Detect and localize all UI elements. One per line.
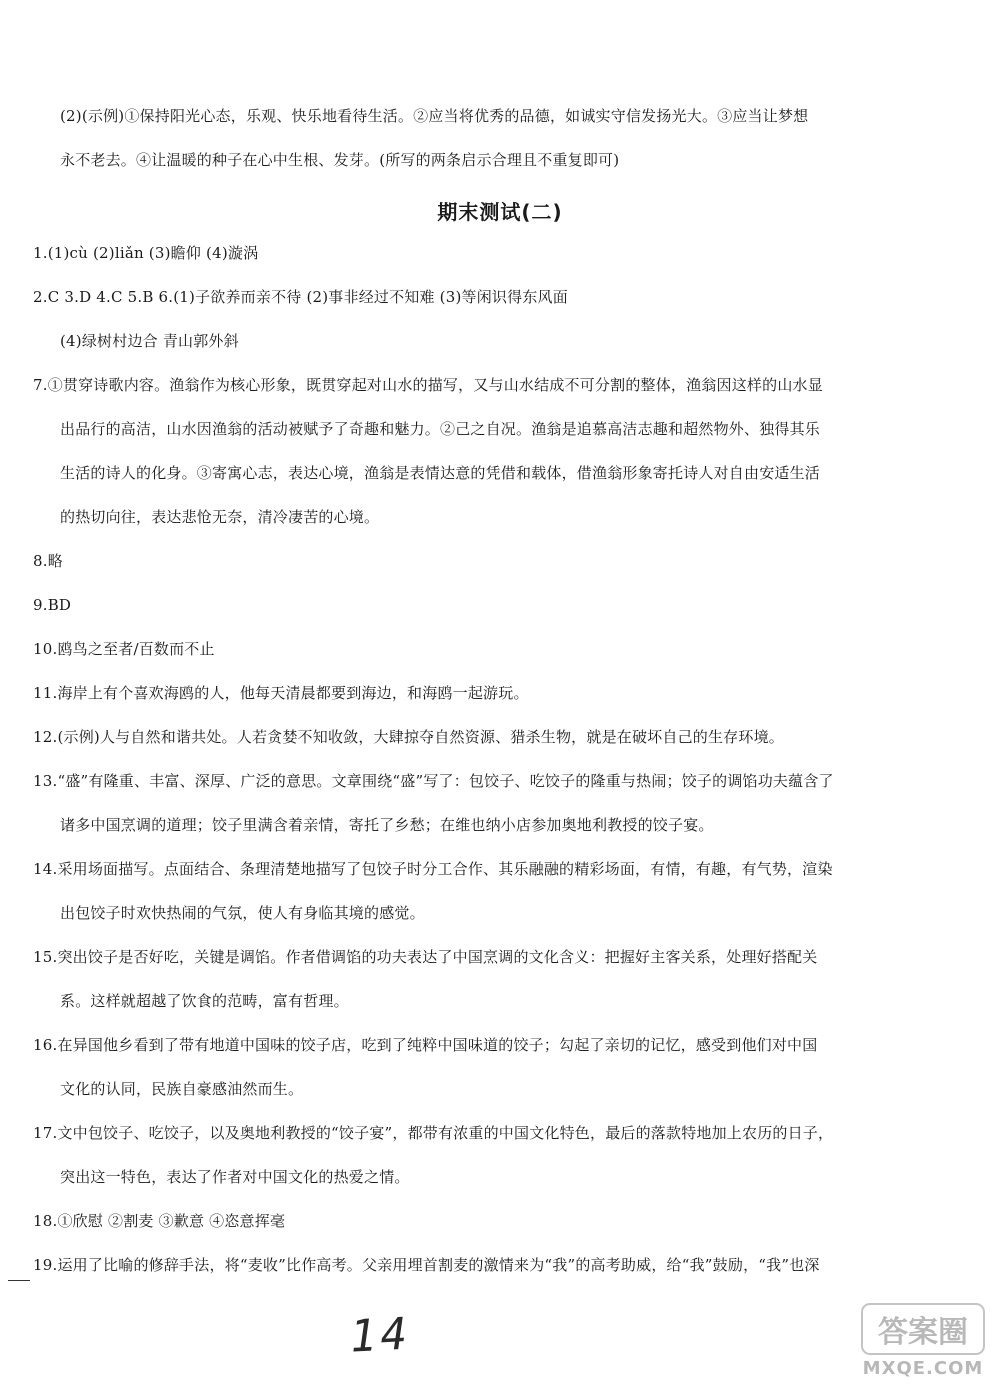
answer-line: 2.C 3.D 4.C 5.B 6.(1)子欲养而亲不待 (2)事非经过不知难 (3)等闲识得东风面 [33,288,568,306]
answer-line: 12.(示例)人与自然和谐共处。人若贪婪不知收敛，大肆掠夺自然资源、猎杀生物，就是在破坏自己的生存环境。 [33,728,784,746]
answer-line: 永不老去。④让温暖的种子在心中生根、发芽。(所写的两条启示合理且不重复即可) [60,151,620,169]
answer-line: 文化的认同，民族自豪感油然而生。 [60,1080,304,1098]
answer-line: 9.BD [33,596,72,614]
answer-line: 18.①欣慰 ②割麦 ③歉意 ④恣意挥毫 [33,1212,286,1230]
handwritten-page-number: 14 [348,1308,413,1363]
watermark-site: MXQE.COM [862,1358,984,1379]
answer-line: (4)绿树村边合 青山郭外斜 [60,332,239,350]
answer-line: 1.(1)cù (2)liǎn (3)瞻仰 (4)漩涡 [33,244,259,262]
answer-line: 出品行的高洁，山水因渔翁的活动被赋予了奇趣和魅力。②己之自况。渔翁是追慕高洁志趣和超然物外、独得其乐 [60,420,821,438]
watermark-logo [858,1300,988,1382]
watermark-title: 答案圈 [878,1315,968,1350]
answer-line: 生活的诗人的化身。③寄寓心志，表达心境，渔翁是表情达意的凭借和载体，借渔翁形象寄托诗人对自由安适生活 [60,464,821,482]
answer-line: 13.“盛”有隆重、丰富、深厚、广泛的意思。文章围绕“盛”写了：包饺子、吃饺子的隆重与热闹；饺子的调馅功夫蕴含了 [33,772,834,790]
answer-line: 出包饺子时欢快热闹的气氛，使人有身临其境的感觉。 [60,904,425,922]
answer-line: 8.略 [33,552,63,570]
answer-line: 系。这样就超越了饮食的范畴，富有哲理。 [60,992,349,1010]
answer-line: 11.海岸上有个喜欢海鸥的人，他每天清晨都要到海边，和海鸥一起游玩。 [33,684,529,702]
answer-line: 15.突出饺子是否好吃，关键是调馅。作者借调馅的功夫表达了中国烹调的文化含义：把握好主客关系，处理好搭配关 [33,948,818,966]
answer-line: 19.运用了比喻的修辞手法，将“麦收”比作高考。父亲用埋首割麦的激情来为“我”的高考助威，给“我”鼓励，“我”也深 [33,1256,820,1274]
answer-line: 16.在异国他乡看到了带有地道中国味的饺子店，吃到了纯粹中国味道的饺子；勾起了亲切的记忆，感受到他们对中国 [33,1036,818,1054]
section-title: 期末测试(二) [437,200,563,224]
footer-rule [8,1280,30,1281]
answer-line: 突出这一特色，表达了作者对中国文化的热爱之情。 [60,1168,410,1186]
answer-line: 诸多中国烹调的道理；饺子里满含着亲情，寄托了乡愁；在维也纳小店参加奥地利教授的饺子宴。 [60,816,714,834]
answer-line: 7.①贯穿诗歌内容。渔翁作为核心形象，既贯穿起对山水的描写，又与山水结成不可分割的整体，渔翁因这样的山水显 [33,376,823,394]
answer-line: (2)(示例)①保持阳光心态，乐观、快乐地看待生活。②应当将优秀的品德，如诚实守信发扬光大。③应当让梦想 [60,107,809,125]
answer-line: 10.鸥鸟之至者/百数而不止 [33,640,215,658]
answer-line: 的热切向往，表达悲怆无奈，清冷凄苦的心境。 [60,508,380,526]
answer-line: 17.文中包饺子、吃饺子，以及奥地利教授的“饺子宴”，都带有浓重的中国文化特色，最后的落款特地加上农历的日子， [33,1124,834,1142]
answer-line: 14.采用场面描写。点面结合、条理清楚地描写了包饺子时分工合作、其乐融融的精彩场面，有情，有趣，有气势，渲染 [33,860,833,878]
